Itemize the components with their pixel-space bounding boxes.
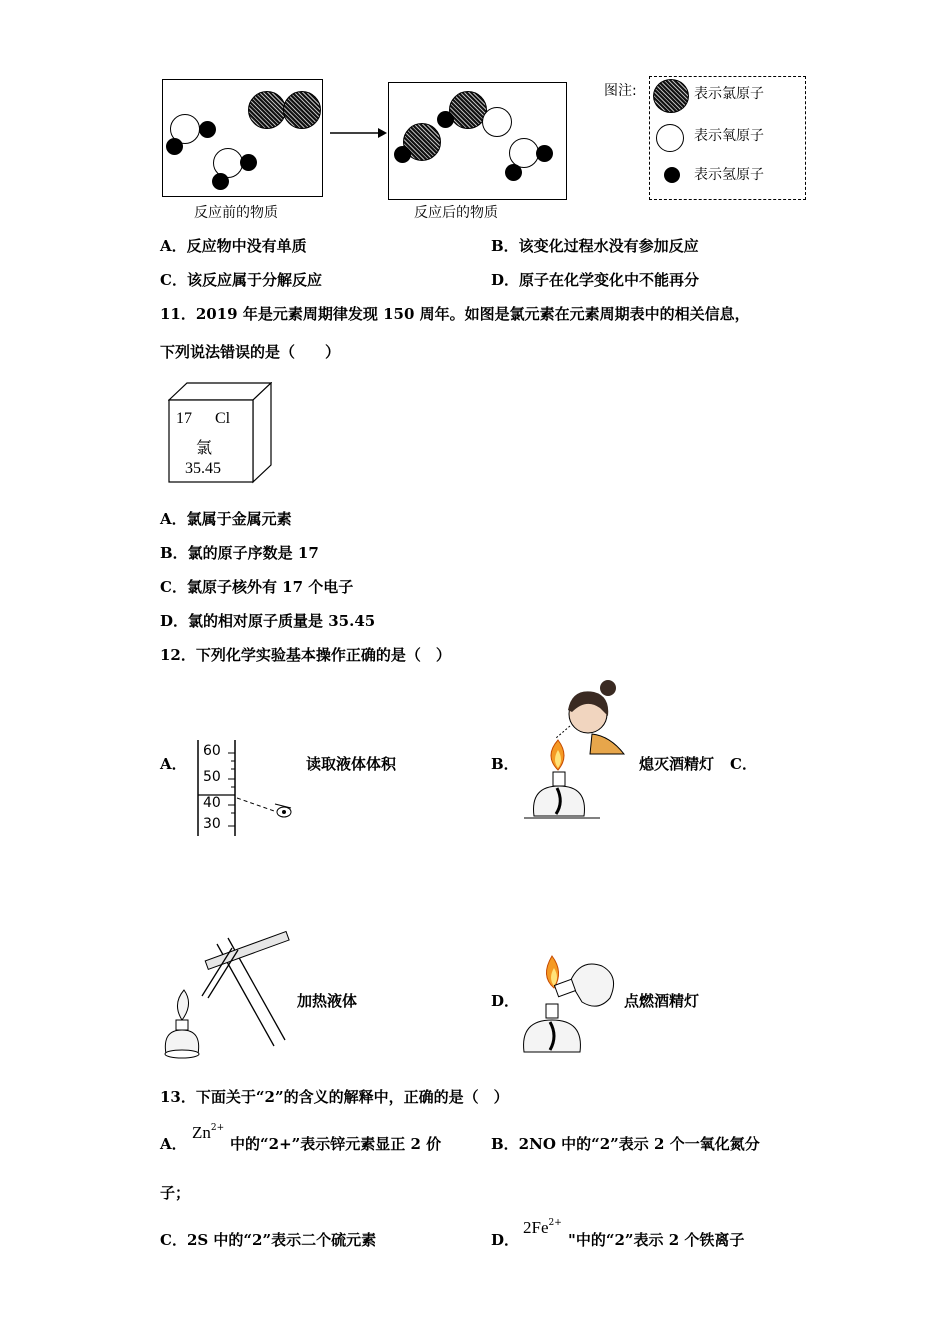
q10-option-b: B．该变化过程水没有参加反应: [491, 237, 699, 255]
after-reaction-box: [388, 82, 567, 200]
q13-a-text: 中的“2+”表示锌元素显正 2 价: [230, 1135, 442, 1153]
q13-b-continuation: 子；: [160, 1184, 191, 1202]
zinc-ion-formula: [192, 1123, 224, 1143]
hydrogen-atom: [505, 164, 522, 181]
legend-hydrogen: 表示氢原子: [694, 167, 764, 183]
blow-out-lamp-illustration: [520, 678, 632, 840]
hydrogen-atom: [212, 173, 229, 190]
q13-b-text: B．2NO 中的“2”表示 2 个一氧化氮分: [491, 1135, 760, 1153]
hydrogen-atom: [240, 154, 257, 171]
tick-label-30: 30: [203, 816, 221, 832]
q12-b-letter: B．: [491, 755, 519, 773]
after-label: 反应后的物质: [414, 205, 498, 221]
tick-label-50: 50: [203, 769, 221, 785]
q12-a-letter: A．: [160, 755, 187, 773]
q11-option-b: B．氯的原子序数是 17: [160, 544, 319, 562]
legend-oxygen: 表示氧原子: [694, 128, 764, 144]
oxygen-atom: [482, 107, 512, 137]
reaction-arrow: [330, 126, 388, 140]
heating-liquid-illustration: [162, 924, 294, 1060]
q10-option-a: A．反应物中没有单质: [160, 237, 307, 255]
q13-stem: 13．下面关于“2”的含义的解释中，正确的是（ ）: [160, 1088, 509, 1106]
q12-d-text: 点燃酒精灯: [624, 992, 700, 1010]
hydrogen-atom-legend: [664, 167, 680, 183]
q10-option-c: C．该反应属于分解反应: [160, 271, 322, 289]
q12-c-letter: C．: [730, 755, 757, 773]
q12-d-letter: D．: [491, 992, 520, 1010]
iron-symbol: 2Fe: [523, 1218, 549, 1237]
q13-c-text: C．2S 中的“2”表示二个硫元素: [160, 1231, 377, 1249]
q11-option-c: C．氯原子核外有 17 个电子: [160, 578, 354, 596]
q11-stem-line1: 11．2019 年是元素周期律发现 150 周年。如图是氯元素在元素周期表中的相关信息，: [160, 305, 750, 323]
iron-ion-formula: [523, 1218, 562, 1238]
oxygen-atom-legend: [656, 124, 684, 152]
element-name: 氯: [196, 438, 213, 457]
q13-d-letter: D．: [491, 1231, 520, 1249]
element-symbol: Cl: [215, 410, 231, 427]
hydrogen-atom: [199, 121, 216, 138]
hydrogen-atom: [437, 111, 454, 128]
q12-stem: 12．下列化学实验基本操作正确的是（ ）: [160, 646, 451, 664]
element-number: 17: [176, 410, 192, 427]
legend-box: [649, 76, 806, 200]
chlorine-atom: [283, 91, 321, 129]
tick-label-60: 60: [203, 743, 221, 759]
chlorine-atom: [248, 91, 286, 129]
hydrogen-atom: [166, 138, 183, 155]
q11-option-a: A．氯属于金属元素: [160, 510, 292, 528]
zinc-charge: 2+: [210, 1123, 225, 1133]
q12-a-text: 读取液体体积: [306, 755, 397, 773]
q11-option-d: D．氯的相对原子质量是 35.45: [160, 612, 376, 630]
q13-d-text: "中的“2”表示 2 个铁离子: [568, 1231, 745, 1249]
iron-charge: 2+: [548, 1218, 562, 1228]
chlorine-atom-legend: [653, 79, 689, 113]
q12-c-text: 加热液体: [297, 992, 358, 1010]
q12-b-text: 熄灭酒精灯: [639, 755, 715, 773]
tick-label-40: 40: [203, 795, 221, 811]
element-mass: 35.45: [185, 460, 221, 477]
before-reaction-box: [162, 79, 323, 197]
legend-title: 图注:: [604, 83, 637, 99]
lamp-to-lamp-illustration: [520, 952, 620, 1060]
hydrogen-atom: [394, 146, 411, 163]
hydrogen-atom: [536, 145, 553, 162]
q11-stem-line2: 下列说法错误的是（ ）: [160, 343, 341, 361]
before-label: 反应前的物质: [194, 205, 278, 221]
q10-option-d: D．原子在化学变化中不能再分: [491, 271, 700, 289]
q13-a-letter: A．: [160, 1135, 187, 1153]
zinc-symbol: Zn: [192, 1123, 211, 1142]
legend-chlorine: 表示氯原子: [694, 86, 764, 102]
